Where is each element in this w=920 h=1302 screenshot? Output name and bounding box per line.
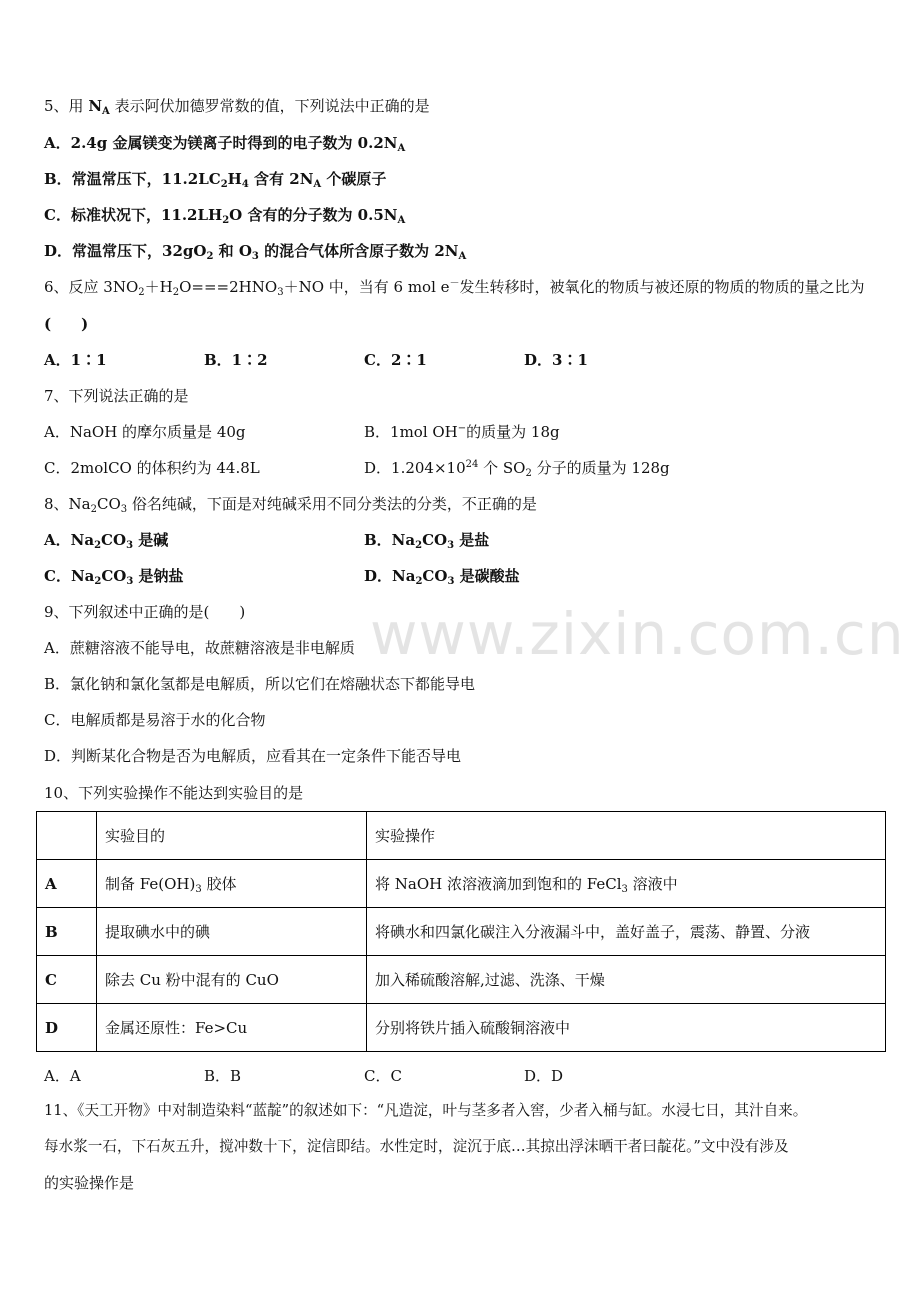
q6-option-c: C．2∶1 [364,351,427,369]
q10-option-c: C．C [364,1067,402,1085]
q11-line-1: 11、《天工开物》中对制造染料“蓝靛”的叙述如下：“凡造淀，叶与茎多者入窖，少者入桶与缸。水浸七日，其汁自来。 [44,1102,808,1119]
q9-option-b: B．氯化钠和氯化氢都是电解质，所以它们在熔融状态下都能导电 [44,675,476,693]
q8-option-d: D．$Na_2CO_3$ 是碳酸盐 [364,567,520,587]
experiment-table [36,811,886,1052]
row-goal: 制备 $Fe(OH)_3$ 胶体 [97,860,367,908]
q11-line-2: 每水浆一石，下石灰五升，搅冲数十下，淀信即结。水性定时，淀沉于底…其掠出浮沫晒干者曰靛花。”文中没有涉及 [44,1138,789,1155]
q9-stem: 9、下列叙述中正确的是( ) [44,603,246,621]
row-operation: 将 NaOH 浓溶液滴加到饱和的 FeCl$_3$ 溶液中 [367,860,886,908]
row-goal: 提取碘水中的碘 [97,908,367,956]
table-row [37,1004,886,1052]
q9-option-a: A．蔗糖溶液不能导电，故蔗糖溶液是非电解质 [44,639,355,657]
row-operation: 将碘水和四氯化碳注入分液漏斗中，盖好盖子，震荡、静置、分液 [367,908,886,956]
q5-option-a: A．2.4g 金属镁变为镁离子时得到的电子数为 $0.2N_A$ [44,134,406,154]
q10-option-b: B．B [204,1067,242,1085]
header-cell-operation: 实验操作 [367,812,886,860]
q5-option-d: D．常温常压下，$32gO_2$ 和 $O_3$ 的混合气体所含原子数为 $2N_A$ [44,242,467,262]
q6-stem: 6、反应 $3NO_2+H_2O===2HNO_3+NO$ 中，当有 6 mol e－发生转移时，被氧化的物质与被还原的物质的物质的量之比为 [44,278,865,298]
q7-option-d: D．$1.204\times 10^{24}$ 个 $SO_2$ 分子的质量为 128g [364,459,670,479]
row-key: A [37,860,97,908]
row-goal: 金属还原性：Fe>Cu [97,1004,367,1052]
q8-stem: 8、$Na_2CO_3$ 俗名纯碱，下面是对纯碱采用不同分类法的分类，不正确的是 [44,495,537,515]
row-operation: 分别将铁片插入硫酸铜溶液中 [367,1004,886,1052]
row-key: B [37,908,97,956]
table-row [37,956,886,1004]
q6-option-b: B．1∶2 [204,351,268,369]
q8-option-a: A．$Na_2CO_3$ 是碱 [44,531,169,551]
q7-option-a: A．NaOH 的摩尔质量是 40g [44,423,246,441]
q7-stem: 7、下列说法正确的是 [44,387,189,405]
q6-option-d: D．3∶1 [524,351,588,369]
q11-line-3: 的实验操作是 [44,1174,135,1192]
q9-option-c: C．电解质都是易溶于水的化合物 [44,711,266,729]
row-goal: 除去 Cu 粉中混有的 CuO [97,956,367,1004]
q8-option-c: C．$Na_2CO_3$ 是钠盐 [44,567,184,587]
header-cell-key [37,812,97,860]
q5-option-b: B．常温常压下，$11.2LC_2H_4$ 含有 $2N_A$ 个碳原子 [44,170,387,190]
q10-option-d: D．D [524,1067,564,1085]
row-key: C [37,956,97,1004]
table-row [37,908,886,956]
table-row [37,860,886,908]
q9-option-d: D．判断某化合物是否为电解质，应看其在一定条件下能否导电 [44,747,462,765]
q6-option-a: A．1∶1 [44,351,107,369]
q10-stem: 10、下列实验操作不能达到实验目的是 [44,784,304,802]
q10-option-a: A．A [44,1067,81,1085]
q8-option-b: B．$Na_2CO_3$ 是盐 [364,531,490,551]
watermark: www.zixin.com.cn [370,600,905,668]
q5-stem: 5、用 $N_A$ 表示阿伏加德罗常数的值，下列说法中正确的是 [44,97,430,117]
header-cell-goal: 实验目的 [97,812,367,860]
row-key: D [37,1004,97,1052]
table-header-row [37,812,886,860]
q5-option-c: C．标准状况下，$11.2LH_2O$ 含有的分子数为 $0.5N_A$ [44,206,406,226]
q6-paren: ( ) [44,315,89,333]
q7-option-b: B．1mol OH−的质量为 18g [364,423,560,441]
q7-option-c: C．2molCO 的体积约为 44.8L [44,459,260,477]
row-operation: 加入稀硫酸溶解,过滤、洗涤、干燥 [367,956,886,1004]
